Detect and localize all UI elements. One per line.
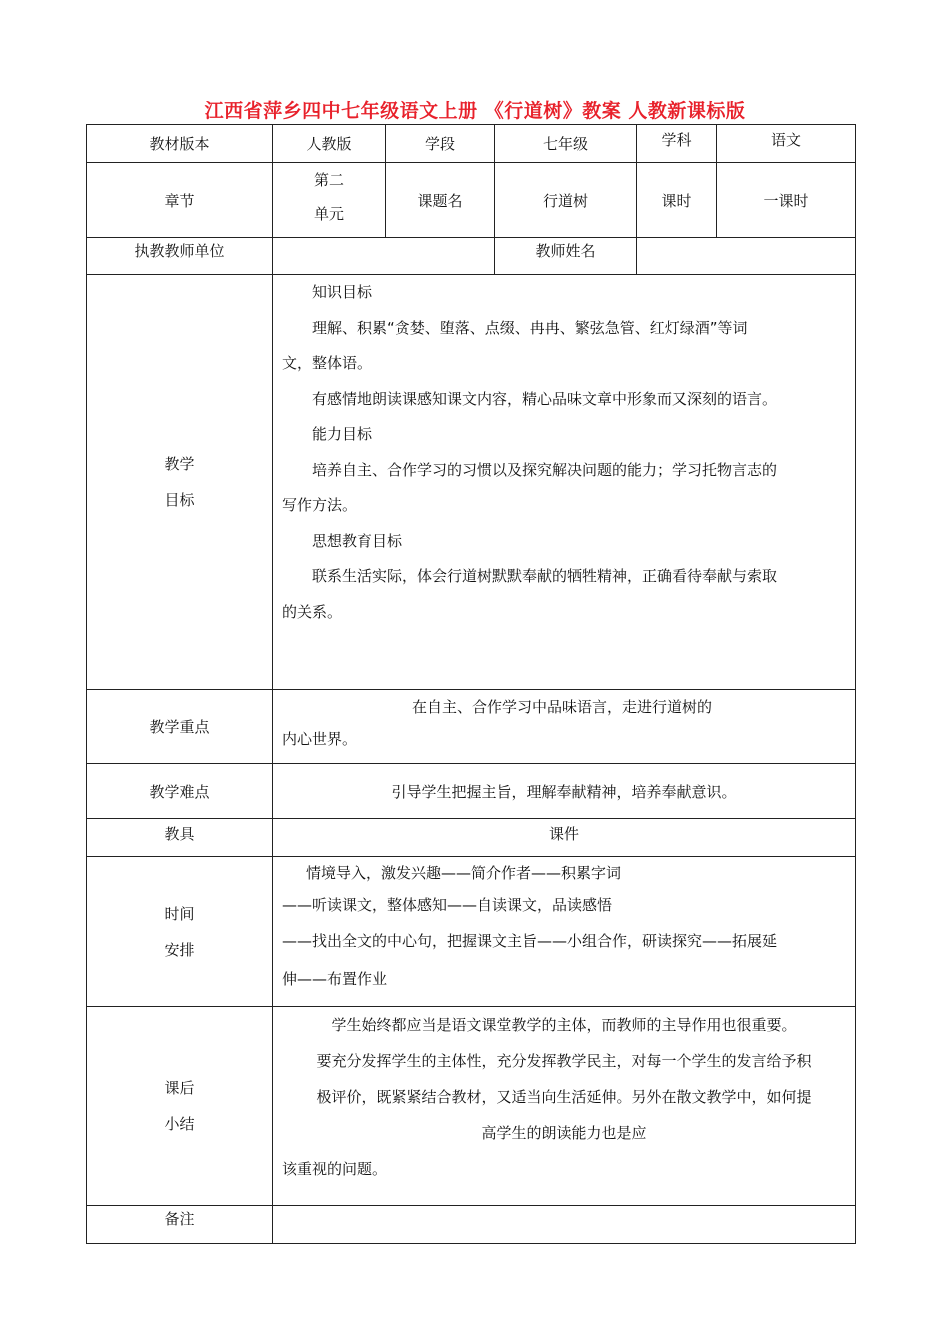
edition-value: 人教版 [273,125,386,163]
summary-line1: 学生始终都应当是语文课堂教学的主体，而教师的主导作用也很重要。 [331,1016,797,1034]
summary-content [273,1007,856,1206]
chapter-value-line1: 第二 [313,171,344,189]
moral-item-1b: 的关系。 [282,602,343,621]
moral-item-1a: 联系生活实际，体会行道树默默奉献的牺牲精神，正确看待奉献与索取 [312,567,778,585]
summary-line3: 极评价，既紧紧结合教材，又适当向生活延伸。另外在散文教学中，如何提 [316,1088,812,1106]
schedule-line4: 伸——布置作业 [282,970,388,988]
knowledge-item-1a: 理解、积累“贪婪、堕落、点缀、冉冉、繁弦急管、红灯绿酒”等词 [312,318,748,337]
remarks-value [273,1206,856,1244]
key-points-line2: 内心世界。 [282,730,358,748]
lesson-value: 行道树 [495,163,637,238]
key-points-row [87,690,856,764]
teacher-name-value [637,238,856,275]
info-row-edition [87,125,856,163]
hours-label: 课时 [637,163,717,238]
objectives-label-line2: 目标 [164,491,195,509]
schedule-content [273,857,856,1007]
chapter-value [273,163,386,238]
key-points-line1: 在自主、合作学习中品味语言，走进行道树的 [412,698,713,716]
knowledge-heading: 知识目标 [312,283,373,301]
summary-label-line2: 小结 [164,1115,195,1133]
lesson-plan-table [86,124,856,1244]
objectives-row [87,275,856,690]
chapter-label: 章节 [87,163,273,238]
summary-row [87,1007,856,1206]
teacher-unit-value [273,238,495,275]
objectives-content [273,275,856,690]
summary-label [87,1007,273,1206]
ability-heading: 能力目标 [312,425,373,443]
knowledge-item-2: 有感情地朗读课感知课文内容，精心品味文章中形象而又深刻的语言。 [312,389,778,408]
info-row-chapter [87,163,856,238]
document-title: 江西省萍乡四中七年级语文上册 《行道树》教案 人教新课标版 [204,100,746,122]
schedule-line1: 情境导入，激发兴趣——简介作者——积累字词 [306,864,622,882]
schedule-label-line2: 安排 [164,940,195,959]
objectives-label [87,275,273,690]
knowledge-item-1b: 文，整体语。 [282,354,373,372]
remarks-label: 备注 [87,1206,273,1244]
objectives-label-line1: 教学 [164,455,195,473]
tools-row [87,819,856,857]
key-points-label: 教学重点 [87,690,273,764]
schedule-line2: ——听读课文，整体感知——自读课文，品读感悟 [282,896,613,914]
schedule-row [87,857,856,1007]
schedule-line3: ——找出全文的中心句，把握课文主旨——小组合作，研读探究——拓展延 [282,932,778,950]
summary-line2: 要充分发挥学生的主体性，充分发挥教学民主，对每一个学生的发言给予积 [316,1052,812,1070]
chapter-value-line2: 单元 [313,205,344,223]
hours-value: 一课时 [717,163,856,238]
ability-item-1b: 写作方法。 [282,496,358,514]
ability-item-1a: 培养自主、合作学习的习惯以及探究解决问题的能力；学习托物言志的 [312,460,778,479]
summary-label-line1: 课后 [164,1079,195,1097]
lesson-label: 课题名 [386,163,495,238]
difficulties-content: 引导学生把握主旨，理解奉献精神，培养奉献意识。 [273,764,856,819]
teacher-unit-label: 执教教师单位 [87,238,273,275]
difficulties-row [87,764,856,819]
subject-label: 学科 [637,125,717,163]
subject-value: 语文 [717,125,856,163]
remarks-row [87,1206,856,1244]
tools-label: 教具 [87,819,273,857]
stage-value: 七年级 [495,125,637,163]
edition-label: 教材版本 [87,125,273,163]
difficulties-label: 教学难点 [87,764,273,819]
schedule-label [87,857,273,1007]
schedule-label-line1: 时间 [164,904,195,923]
tools-value: 课件 [273,819,856,857]
stage-label: 学段 [386,125,495,163]
moral-heading: 思想教育目标 [312,531,403,550]
summary-line4: 高学生的朗读能力也是应 [481,1124,647,1142]
info-row-teacher [87,238,856,275]
key-points-content [273,690,856,764]
summary-line5: 该重视的问题。 [282,1160,388,1178]
teacher-name-label: 教师姓名 [495,238,637,275]
